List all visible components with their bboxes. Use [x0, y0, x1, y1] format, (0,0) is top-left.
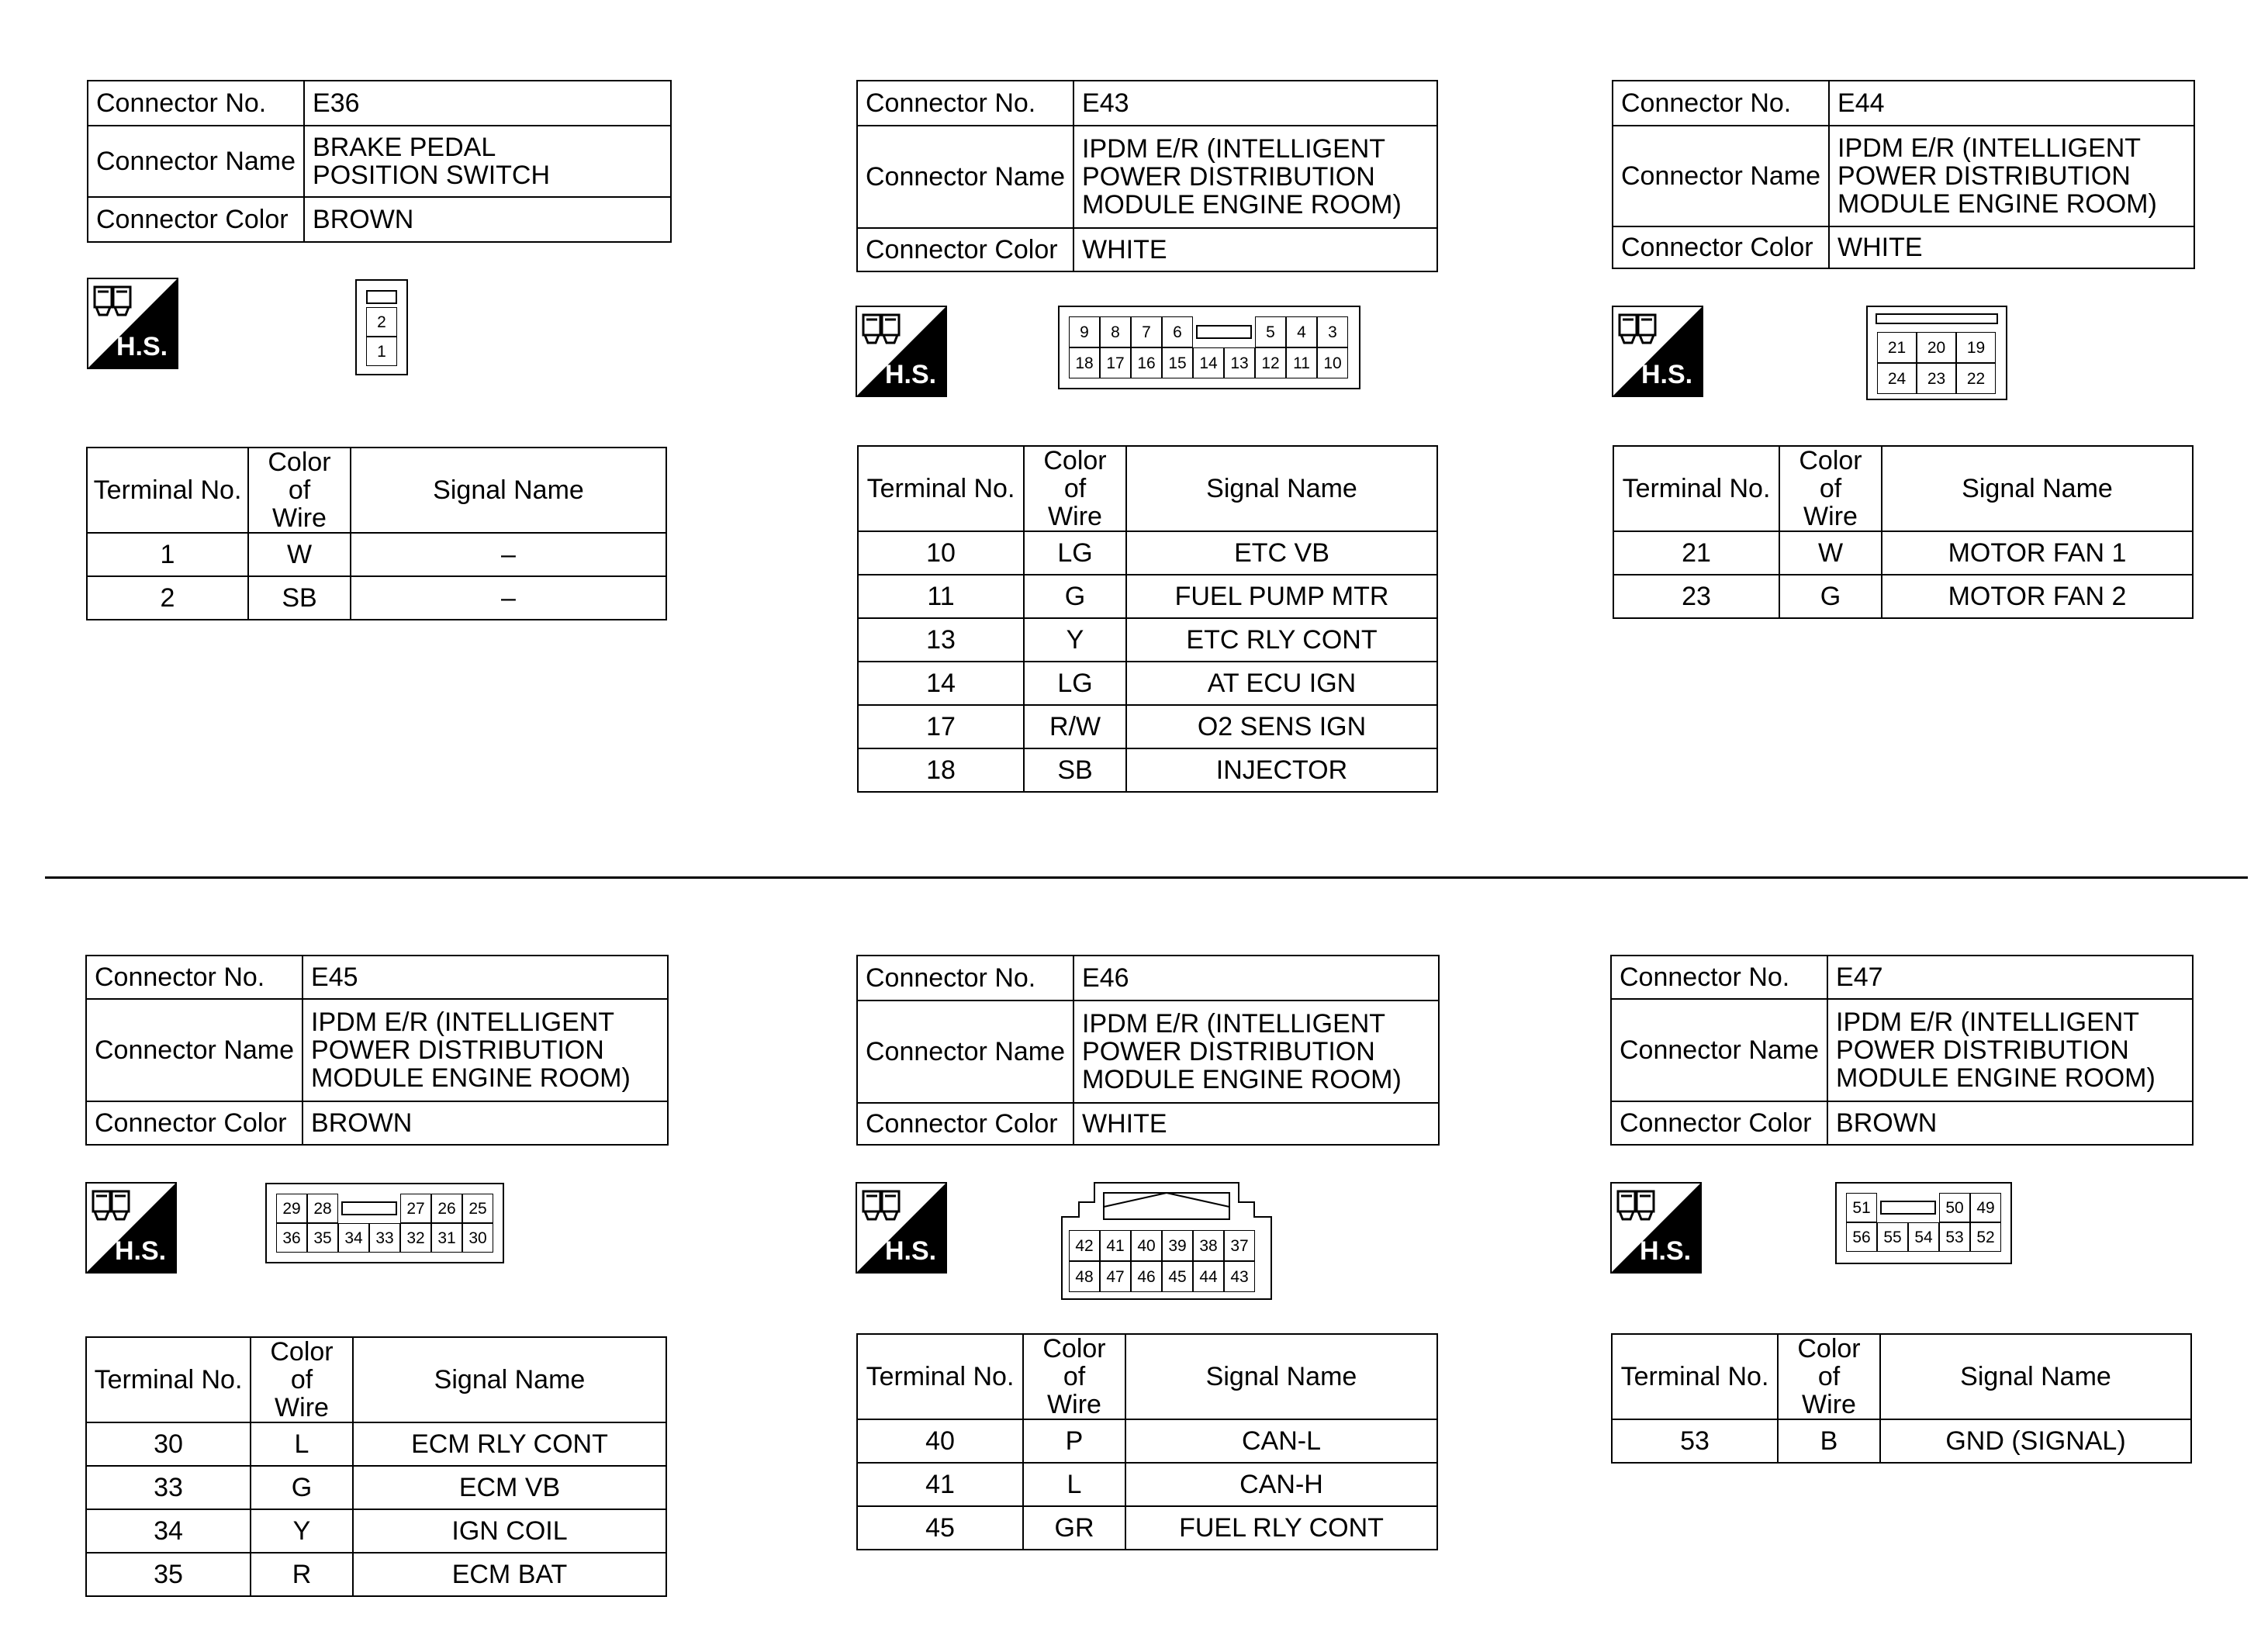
pin-cell: 25	[462, 1194, 493, 1223]
terminal-cell: 30	[86, 1422, 251, 1466]
wire-cell: Y	[251, 1509, 353, 1553]
signal-name-header: Signal Name	[1125, 1334, 1437, 1419]
terminal-table	[1613, 445, 2194, 619]
connector-key-slot	[1193, 316, 1255, 347]
connector-color-label: Connector Color	[857, 1103, 1073, 1145]
terminal-table	[86, 447, 667, 620]
table-row	[857, 1463, 1437, 1506]
pin-cell: 2	[366, 307, 397, 337]
connector-name-line: POWER DISTRIBUTION	[1082, 1037, 1375, 1066]
connector-no-value: E46	[1073, 956, 1439, 1001]
signal-cell: ECM RLY CONT	[353, 1422, 666, 1466]
pin-cell: 37	[1224, 1230, 1255, 1261]
signal-cell: CAN-H	[1125, 1463, 1437, 1506]
wire-cell: Y	[1024, 618, 1126, 662]
terminal-cell: 40	[857, 1419, 1023, 1463]
terminal-no-header: Terminal No.	[86, 1337, 251, 1422]
connector-name-value	[303, 999, 668, 1101]
connector-no-label: Connector No.	[1611, 956, 1827, 999]
connector-face-e47	[1835, 1182, 2012, 1264]
pin-cell: 13	[1224, 347, 1255, 378]
pin-cell: 16	[1131, 347, 1162, 378]
pin-cell: 5	[1255, 316, 1286, 347]
connector-no-value: E43	[1073, 81, 1437, 126]
wire-cell: W	[248, 533, 351, 576]
color-of-wire-header	[1779, 446, 1882, 531]
terminal-cell: 11	[858, 575, 1024, 618]
connector-name-label: Connector Name	[88, 126, 304, 197]
connector-face-e46	[1061, 1182, 1272, 1300]
signal-cell: ECM VB	[353, 1466, 666, 1509]
wire-cell: LG	[1024, 662, 1126, 705]
hs-label: H.S.	[885, 360, 937, 389]
pin-cell: 36	[276, 1223, 307, 1253]
connector-name-line: POSITION SWITCH	[313, 161, 551, 190]
signal-cell: INJECTOR	[1126, 748, 1437, 792]
hs-label: H.S.	[1641, 360, 1693, 389]
header-line: Wire	[272, 503, 327, 533]
header-line: Color of	[1799, 446, 1862, 503]
connector-key	[1196, 325, 1252, 339]
signal-cell: O2 SENS IGN	[1126, 705, 1437, 748]
pin-cell: 33	[369, 1223, 400, 1253]
connector-name-value	[1073, 1001, 1439, 1103]
pin-cell: 44	[1193, 1261, 1224, 1292]
pin-cell: 14	[1193, 347, 1224, 378]
connector-color-value: WHITE	[1073, 228, 1437, 271]
pin-cell: 17	[1100, 347, 1131, 378]
header-line: Wire	[1803, 502, 1858, 531]
signal-name-header: Signal Name	[353, 1337, 666, 1422]
signal-cell: FUEL PUMP MTR	[1126, 575, 1437, 618]
terminal-table	[85, 1336, 667, 1597]
color-of-wire-header	[1023, 1334, 1125, 1419]
connector-color-label: Connector Color	[857, 228, 1073, 271]
pin-cell: 43	[1224, 1261, 1255, 1292]
wire-cell: SB	[248, 576, 351, 620]
terminal-no-header: Terminal No.	[857, 1334, 1023, 1419]
connector-name-label: Connector Name	[86, 999, 303, 1101]
wire-cell: G	[1024, 575, 1126, 618]
table-row	[858, 531, 1437, 575]
pin-cell: 24	[1877, 363, 1917, 394]
connector-face-e44	[1866, 306, 2007, 400]
connector-info-table	[1610, 955, 2194, 1146]
terminal-cell: 1	[87, 533, 248, 576]
connector-no-value: E36	[304, 81, 671, 126]
connector-face-e43	[1058, 306, 1360, 389]
header-line: Wire	[1802, 1390, 1856, 1419]
wire-cell: G	[251, 1466, 353, 1509]
signal-cell: ECM BAT	[353, 1553, 666, 1596]
connector-name-line: MODULE ENGINE ROOM)	[1837, 189, 2157, 219]
pin-cell: 50	[1939, 1193, 1970, 1222]
color-of-wire-header	[251, 1337, 353, 1422]
connector-no-label: Connector No.	[857, 956, 1073, 1001]
pin-cell: 6	[1162, 316, 1193, 347]
pin-cell: 15	[1162, 347, 1193, 378]
signal-name-header: Signal Name	[1126, 446, 1437, 531]
connector-no-label: Connector No.	[86, 956, 303, 999]
signal-cell: –	[351, 576, 666, 620]
terminal-cell: 2	[87, 576, 248, 620]
connector-color-value: WHITE	[1829, 226, 2194, 268]
signal-cell: MOTOR FAN 2	[1882, 575, 2193, 618]
connector-no-label: Connector No.	[1613, 81, 1829, 126]
wire-cell: L	[251, 1422, 353, 1466]
color-of-wire-header	[248, 448, 351, 533]
signal-name-header: Signal Name	[1880, 1334, 2191, 1419]
wire-cell: B	[1778, 1419, 1880, 1463]
table-row	[86, 1553, 666, 1596]
wire-cell: LG	[1024, 531, 1126, 575]
pin-cell: 10	[1317, 347, 1348, 378]
table-row	[86, 1422, 666, 1466]
header-line: Color of	[268, 448, 331, 505]
terminal-cell: 10	[858, 531, 1024, 575]
terminal-no-header: Terminal No.	[1612, 1334, 1778, 1419]
terminal-table	[857, 445, 1438, 793]
connector-name-line: IPDM E/R (INTELLIGENT	[1836, 1007, 2140, 1037]
table-row	[858, 618, 1437, 662]
pin-cell: 51	[1846, 1193, 1877, 1222]
pin-cell: 19	[1956, 332, 1996, 363]
connector-color-value: WHITE	[1073, 1103, 1439, 1145]
connector-name-label: Connector Name	[857, 126, 1073, 228]
connector-name-line: MODULE ENGINE ROOM)	[311, 1063, 631, 1093]
connector-name-line: IPDM E/R (INTELLIGENT	[1837, 133, 2142, 163]
terminal-cell: 35	[86, 1553, 251, 1596]
connector-color-label: Connector Color	[1611, 1101, 1827, 1145]
header-line: Color of	[1043, 446, 1107, 503]
header-line: Wire	[1047, 1390, 1101, 1419]
pin-cell: 29	[276, 1194, 307, 1223]
pin-cell: 1	[366, 337, 397, 366]
wire-cell: R/W	[1024, 705, 1126, 748]
pin-cell: 12	[1255, 347, 1286, 378]
table-row	[858, 705, 1437, 748]
hs-label: H.S.	[115, 1236, 167, 1266]
connector-face-e45	[265, 1183, 504, 1263]
connector-name-value	[1073, 126, 1437, 228]
pin-cell: 27	[400, 1194, 431, 1223]
connector-color-label: Connector Color	[88, 197, 304, 242]
pin-cell: 28	[307, 1194, 338, 1223]
pin-cell: 53	[1939, 1222, 1970, 1252]
pin-cell: 11	[1286, 347, 1317, 378]
connector-key-slot	[338, 1194, 400, 1223]
pin-cell: 23	[1917, 363, 1956, 394]
pin-cell: 32	[400, 1223, 431, 1253]
terminal-cell: 17	[858, 705, 1024, 748]
header-line: Color of	[1042, 1334, 1106, 1391]
pin-cell: 56	[1846, 1222, 1877, 1252]
table-row	[858, 748, 1437, 792]
connector-name-line: POWER DISTRIBUTION	[1082, 162, 1375, 192]
terminal-cell: 53	[1612, 1419, 1778, 1463]
pin-cell: 55	[1877, 1222, 1908, 1252]
terminal-cell: 18	[858, 748, 1024, 792]
connector-info-table	[856, 955, 1440, 1146]
table-row	[1612, 1419, 2191, 1463]
connector-name-line: MODULE ENGINE ROOM)	[1836, 1063, 2156, 1093]
pin-cell: 26	[431, 1194, 462, 1223]
pin-cell: 49	[1970, 1193, 2001, 1222]
signal-cell: IGN COIL	[353, 1509, 666, 1553]
connector-color-value: BROWN	[1827, 1101, 2193, 1145]
signal-name-header: Signal Name	[1882, 446, 2193, 531]
connector-latch	[1876, 313, 1998, 324]
table-row	[87, 533, 666, 576]
signal-name-header: Signal Name	[351, 448, 666, 533]
terminal-cell: 14	[858, 662, 1024, 705]
wire-cell: P	[1023, 1419, 1125, 1463]
connector-name-value	[1829, 126, 2194, 226]
connector-no-label: Connector No.	[88, 81, 304, 126]
pin-cell: 30	[462, 1223, 493, 1253]
connector-name-value	[304, 126, 671, 197]
pin-cell: 45	[1162, 1261, 1193, 1292]
hs-label: H.S.	[885, 1236, 937, 1266]
terminal-cell: 13	[858, 618, 1024, 662]
terminal-cell: 34	[86, 1509, 251, 1553]
connector-latch	[366, 290, 397, 304]
connector-color-label: Connector Color	[1613, 226, 1829, 268]
table-row	[1613, 531, 2193, 575]
header-line: Wire	[1048, 502, 1102, 531]
header-line: Wire	[275, 1393, 329, 1422]
pin-cell: 48	[1069, 1261, 1100, 1292]
connector-name-line: IPDM E/R (INTELLIGENT	[1082, 1009, 1386, 1039]
terminal-no-header: Terminal No.	[1613, 446, 1779, 531]
connector-name-label: Connector Name	[1611, 999, 1827, 1101]
connector-name-line: POWER DISTRIBUTION	[1836, 1035, 2129, 1065]
header-line: Color of	[1797, 1334, 1861, 1391]
terminal-cell: 33	[86, 1466, 251, 1509]
table-row	[87, 576, 666, 620]
pin-cell: 40	[1131, 1230, 1162, 1261]
table-row	[857, 1419, 1437, 1463]
connector-name-line: POWER DISTRIBUTION	[311, 1035, 604, 1065]
terminal-table	[856, 1333, 1438, 1550]
connector-name-line: POWER DISTRIBUTION	[1837, 161, 2131, 191]
connector-info-table	[87, 80, 672, 243]
connector-name-line: BRAKE PEDAL	[313, 133, 496, 162]
pin-cell: 38	[1193, 1230, 1224, 1261]
terminal-cell: 45	[857, 1506, 1023, 1550]
signal-cell: ETC RLY CONT	[1126, 618, 1437, 662]
connector-name-line: IPDM E/R (INTELLIGENT	[1082, 134, 1386, 164]
header-line: Color of	[270, 1337, 334, 1395]
connector-color-value: BROWN	[303, 1101, 668, 1145]
pin-cell: 4	[1286, 316, 1317, 347]
connector-color-label: Connector Color	[86, 1101, 303, 1145]
pin-cell: 41	[1100, 1230, 1131, 1261]
connector-info-table	[1612, 80, 2195, 269]
pin-cell: 35	[307, 1223, 338, 1253]
pin-cell: 46	[1131, 1261, 1162, 1292]
connector-face-e36	[355, 279, 408, 375]
pin-cell: 20	[1917, 332, 1956, 363]
connector-name-value	[1827, 999, 2193, 1101]
terminal-no-header: Terminal No.	[87, 448, 248, 533]
pin-cell: 42	[1069, 1230, 1100, 1261]
pin-cell: 31	[431, 1223, 462, 1253]
terminal-no-header: Terminal No.	[858, 446, 1024, 531]
connector-name-line: MODULE ENGINE ROOM)	[1082, 1065, 1402, 1094]
terminal-cell: 21	[1613, 531, 1779, 575]
connector-no-value: E47	[1827, 956, 2193, 999]
wire-cell: GR	[1023, 1506, 1125, 1550]
signal-cell: MOTOR FAN 1	[1882, 531, 2193, 575]
signal-cell: CAN-L	[1125, 1419, 1437, 1463]
connector-key-slot	[1877, 1193, 1939, 1222]
color-of-wire-header	[1024, 446, 1126, 531]
connector-key	[1880, 1201, 1936, 1215]
pin-cell: 47	[1100, 1261, 1131, 1292]
table-row	[858, 575, 1437, 618]
color-of-wire-header	[1778, 1334, 1880, 1419]
signal-cell: –	[351, 533, 666, 576]
wire-cell: L	[1023, 1463, 1125, 1506]
table-row	[857, 1506, 1437, 1550]
pin-cell: 7	[1131, 316, 1162, 347]
hs-label: H.S.	[116, 332, 168, 361]
table-row	[86, 1466, 666, 1509]
pin-cell: 54	[1908, 1222, 1939, 1252]
wire-cell: G	[1779, 575, 1882, 618]
connector-name-label: Connector Name	[1613, 126, 1829, 226]
hs-label: H.S.	[1640, 1236, 1692, 1266]
table-row	[858, 662, 1437, 705]
connector-info-table	[85, 955, 669, 1146]
connector-info-table	[856, 80, 1438, 272]
pin-cell: 21	[1877, 332, 1917, 363]
signal-cell: ETC VB	[1126, 531, 1437, 575]
pin-cell: 8	[1100, 316, 1131, 347]
terminal-cell: 23	[1613, 575, 1779, 618]
table-row	[86, 1509, 666, 1553]
wire-cell: W	[1779, 531, 1882, 575]
signal-cell: FUEL RLY CONT	[1125, 1506, 1437, 1550]
pin-cell: 34	[338, 1223, 369, 1253]
connector-no-value: E44	[1829, 81, 2194, 126]
signal-cell: AT ECU IGN	[1126, 662, 1437, 705]
pin-cell: 52	[1970, 1222, 2001, 1252]
wire-cell: SB	[1024, 748, 1126, 792]
connector-name-label: Connector Name	[857, 1001, 1073, 1103]
pin-cell: 18	[1069, 347, 1100, 378]
pin-cell: 3	[1317, 316, 1348, 347]
wire-cell: R	[251, 1553, 353, 1596]
pin-cell: 22	[1956, 363, 1996, 394]
connector-no-label: Connector No.	[857, 81, 1073, 126]
signal-cell: GND (SIGNAL)	[1880, 1419, 2191, 1463]
connector-name-line: IPDM E/R (INTELLIGENT	[311, 1007, 615, 1037]
connector-no-value: E45	[303, 956, 668, 999]
terminal-table	[1611, 1333, 2192, 1464]
terminal-cell: 41	[857, 1463, 1023, 1506]
connector-name-line: MODULE ENGINE ROOM)	[1082, 190, 1402, 219]
pin-cell: 39	[1162, 1230, 1193, 1261]
connector-key	[341, 1201, 397, 1215]
section-divider	[45, 876, 2248, 879]
pin-cell: 9	[1069, 316, 1100, 347]
connector-color-value: BROWN	[304, 197, 671, 242]
table-row	[1613, 575, 2193, 618]
